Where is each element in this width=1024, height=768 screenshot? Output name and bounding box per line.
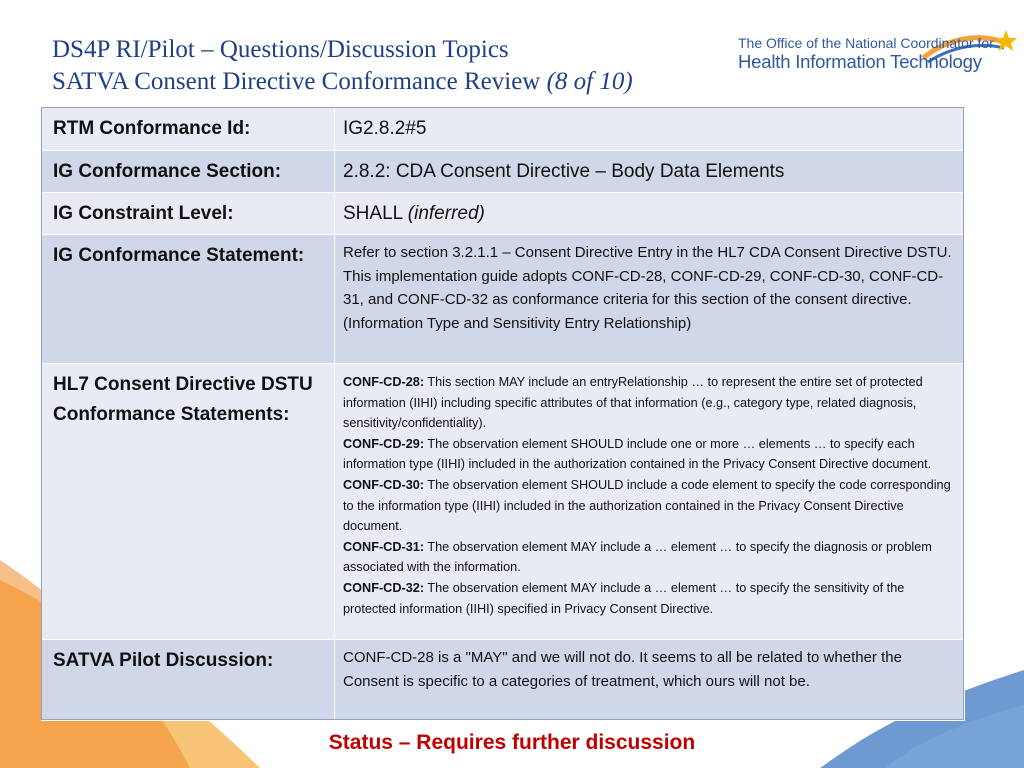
statement-value: Refer to section 3.2.1.1 – Consent Directive Entry in the HL7 CDA Consent Directive DSTU. This implementation guide adopts CONF-CD-28, CONF-CD-29, CONF-CD-30, CONF-CD-31, and CONF-CD-32 as conformance criteria for this section of the consent directive. (Information Type and Sensitivity Entry Relationship) [335,235,965,364]
hl7-statement [343,578,956,619]
hl7-statement [343,475,956,537]
discussion-value: CONF-CD-28 is a "MAY" and we will not do. It seems to all be related to whether the Consent is specific to a categories of treatment, which ours will not be. [335,640,965,721]
hl7-statement-text: This section MAY include an entryRelationship … to represent the entire set of protected information (IIHI) including specific attributes of that information (e.g., category type, related diagnosis, sensitivity/confidentiality). [343,375,923,431]
hl7-statement [343,372,956,434]
rtm-label: RTM Conformance Id: [42,108,335,151]
constraint-note: (inferred) [407,203,485,224]
section-label: IG Conformance Section: [42,151,335,193]
hl7-statement-id: CONF-CD-30: [343,477,425,492]
rtm-value: IG2.8.2#5 [335,108,965,151]
table-row-discussion [42,640,965,721]
logo-text-line-1: The Office of the National Coordinator for [738,35,994,51]
table-row-section [42,151,965,193]
title-line-2-text: SATVA Consent Directive Conformance Review [52,68,541,95]
hl7-statement-text: The observation element SHOULD include one or more … elements … to specify each information type (IIHI) included in the authorization contained in the Privacy Consent Directive document. [343,436,932,472]
hl7-statement [343,434,956,475]
hl7-statement-id: CONF-CD-28: [343,375,425,389]
table-row-constraint [42,193,965,235]
statement-label: IG Conformance Statement: [42,235,335,364]
hl7-label: HL7 Consent Directive DSTU Conformance Statements: [42,364,335,640]
hl7-statement-text: The observation element MAY include a … element … to specify the diagnosis or problem associated with the information. [343,539,932,575]
slide-title [52,34,633,98]
title-line-1: DS4P RI/Pilot – Questions/Discussion Topics [52,36,509,63]
onc-logo [738,28,1018,76]
table-row-hl7 [42,364,965,640]
hl7-statement-text: The observation element MAY include a … element … to specify the sensitivity of the protected information (IIHI) specified in Privacy Consent Directive. [343,580,905,616]
constraint-label: IG Constraint Level: [42,193,335,235]
conformance-table [41,107,965,721]
hl7-statement [343,537,956,578]
title-line-2 [52,66,633,98]
table-row-statement [42,235,965,364]
section-value: 2.8.2: CDA Consent Directive – Body Data Elements [335,151,965,193]
hl7-statement-id: CONF-CD-31: [343,539,425,554]
hl7-statement-text: The observation element SHOULD include a code element to specify the code corresponding to the information type (IIHI) included in the authorization contained in the Privacy Consent Directive document. [343,477,951,534]
discussion-label: SATVA Pilot Discussion: [42,640,335,721]
hl7-statement-id: CONF-CD-29: [343,436,425,451]
hl7-statement-id: CONF-CD-32: [343,580,425,595]
table-row-rtm [42,108,965,151]
hl7-statements [335,364,965,640]
logo-text-line-2: Health Information Technology [738,51,982,72]
constraint-value: SHALL [343,203,403,224]
title-page-count: (8 of 10) [546,68,633,95]
status-text: Status – Requires further discussion [328,731,696,754]
constraint-value-cell [335,193,965,235]
